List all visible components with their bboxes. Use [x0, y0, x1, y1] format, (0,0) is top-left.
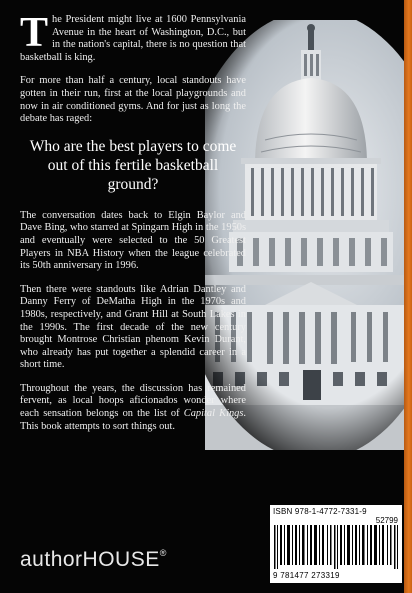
blurb-paragraph-5 [20, 383, 246, 433]
registered-mark: ® [159, 548, 167, 558]
spine-accent-stripe [404, 0, 412, 593]
blurb-paragraph-5-end: . This book attempts to sort things out. [20, 408, 247, 432]
blurb-paragraph-1 [20, 10, 246, 64]
book-title-italic: Capital Kings [183, 408, 244, 420]
blurb-paragraph-4: Then there were standouts like Adrian Dantley and Danny Ferry of DeMatha High in the 1970s and 1980s, respectively, and Grant Hill at South Lakes in the 1990s. The first decade of the new century brought Montrose Christian phenom Kevin Durant, who already has put together a splendid career in a short time. [20, 283, 246, 371]
blurb-column [20, 10, 247, 444]
isbn-number: ISBN 978-1-4772-7331-9 [273, 507, 367, 516]
blurb-paragraph-5-start: Throughout the years, the discussion has remained fervent, as local hoops aficionados wonder where each sensation belongs on the list of [20, 382, 246, 420]
publisher-logo [20, 548, 167, 572]
pull-quote: Who are the best players to come out of this fertile basketball ground? [29, 137, 237, 193]
price-code: 52799 [375, 516, 398, 525]
blurb-paragraph-3: The conversation dates back to Elgin Baylor and Dave Bing, who starred at Spingarn High in the 1950s and eventually were selected to the 50 Greatest Players in NBA History when the league celebrated its 50th anniversary in 1996. [20, 209, 246, 272]
barcode-bars [274, 525, 398, 569]
isbn-barcode [270, 505, 402, 583]
blurb-paragraph-1-text: he President might live at 1600 Pennsylvania Avenue in the heart of Washington, D.C., but in the nation's capital, there is no question that basketball is king. [20, 14, 246, 63]
drop-cap-letter: T [20, 10, 49, 56]
ean-digits: 9 781477 273319 [273, 571, 340, 580]
publisher-name: authorHOUSE [20, 548, 160, 571]
blurb-paragraph-2: For more than half a century, local standouts have gotten in their run, first at the local playgrounds and now in air conditioned gyms. And for just as long the debate has raged: [20, 75, 246, 125]
